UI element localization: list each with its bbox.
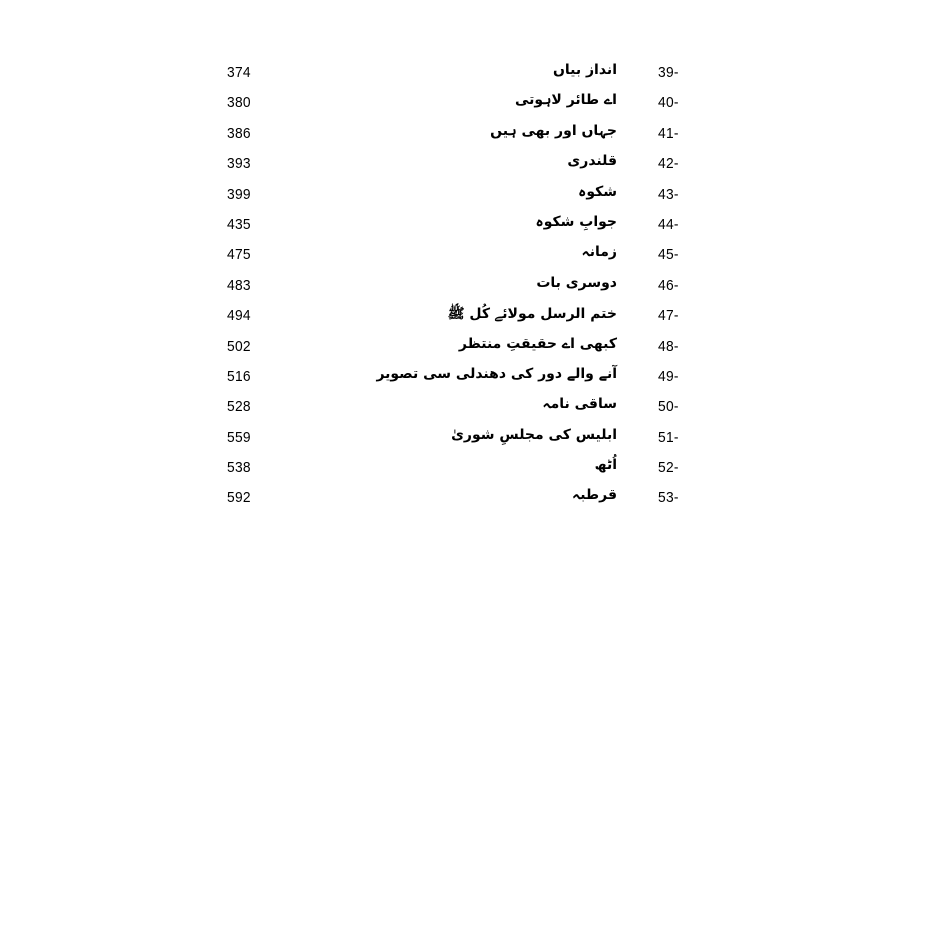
entry-number: 43-	[658, 185, 679, 203]
toc-entry	[0, 332, 935, 362]
entry-page-number: 380	[227, 94, 251, 112]
toc-entry	[0, 271, 935, 301]
toc-entry	[0, 240, 935, 270]
entry-number: 47-	[658, 307, 679, 325]
toc-entry	[0, 149, 935, 179]
entry-page-number: 483	[227, 276, 251, 294]
entry-title: ساقی نامہ	[542, 396, 617, 413]
entry-title: انداز بیاں	[552, 62, 617, 78]
entry-page-number: 374	[227, 64, 251, 81]
entry-number: 52-	[658, 459, 679, 477]
entry-title: جوابِ شکوہ	[535, 213, 617, 230]
toc-entry	[0, 301, 935, 331]
entry-page-number: 435	[227, 215, 251, 233]
entry-title: شکوہ	[578, 183, 617, 200]
entry-page-number: 475	[227, 246, 251, 264]
entry-title: قرطبہ	[572, 487, 617, 504]
entry-number: 46-	[658, 276, 679, 294]
entry-page-number: 559	[227, 428, 251, 446]
entry-title: اُٹھ	[594, 457, 617, 474]
toc-entry	[0, 392, 935, 422]
entry-number: 40-	[658, 94, 679, 112]
entry-title: ابلیس کی مجلسِ شوریٰ	[451, 426, 617, 443]
entry-title: اے طائر لاہوتی	[515, 92, 617, 109]
entry-number: 49-	[658, 367, 679, 385]
toc-entry	[0, 453, 935, 483]
entry-page-number: 386	[227, 124, 251, 142]
entry-title: زمانہ	[581, 244, 617, 261]
entry-number: 48-	[658, 337, 679, 355]
entry-page-number: 516	[227, 367, 251, 385]
toc-entry	[0, 58, 935, 88]
entry-page-number: 393	[227, 155, 251, 173]
entry-number: 45-	[658, 246, 679, 264]
entry-title: جہاں اور بھی ہیں	[490, 122, 617, 139]
toc-entry	[0, 483, 935, 513]
toc-entry	[0, 88, 935, 118]
entry-page-number: 538	[227, 459, 251, 477]
toc-entry	[0, 180, 935, 210]
entry-title: کبھی اے حقیقتِ منتظر	[458, 335, 617, 352]
entry-number: 44-	[658, 215, 679, 233]
entry-title: دوسری بات	[536, 274, 617, 291]
entry-number: 51-	[658, 428, 679, 446]
toc-entry	[0, 362, 935, 392]
toc-entry	[0, 210, 935, 240]
entry-page-number: 399	[227, 185, 251, 203]
table-of-contents	[0, 58, 935, 514]
entry-page-number: 494	[227, 307, 251, 325]
entry-title: ختم الرسل مولائے کُل ﷺ	[447, 306, 617, 323]
entry-number: 53-	[658, 489, 679, 507]
entry-number: 42-	[658, 155, 679, 173]
entry-page-number: 502	[227, 337, 251, 355]
entry-number: 50-	[658, 398, 679, 416]
toc-entry	[0, 423, 935, 453]
toc-entry	[0, 119, 935, 149]
entry-number: 41-	[658, 124, 679, 142]
entry-number: 39-	[658, 64, 679, 81]
entry-title: قلندری	[567, 153, 617, 170]
entry-title: آنے والے دور کی دھندلی سی تصویر	[376, 365, 617, 382]
entry-page-number: 528	[227, 398, 251, 416]
entry-page-number: 592	[227, 489, 251, 507]
